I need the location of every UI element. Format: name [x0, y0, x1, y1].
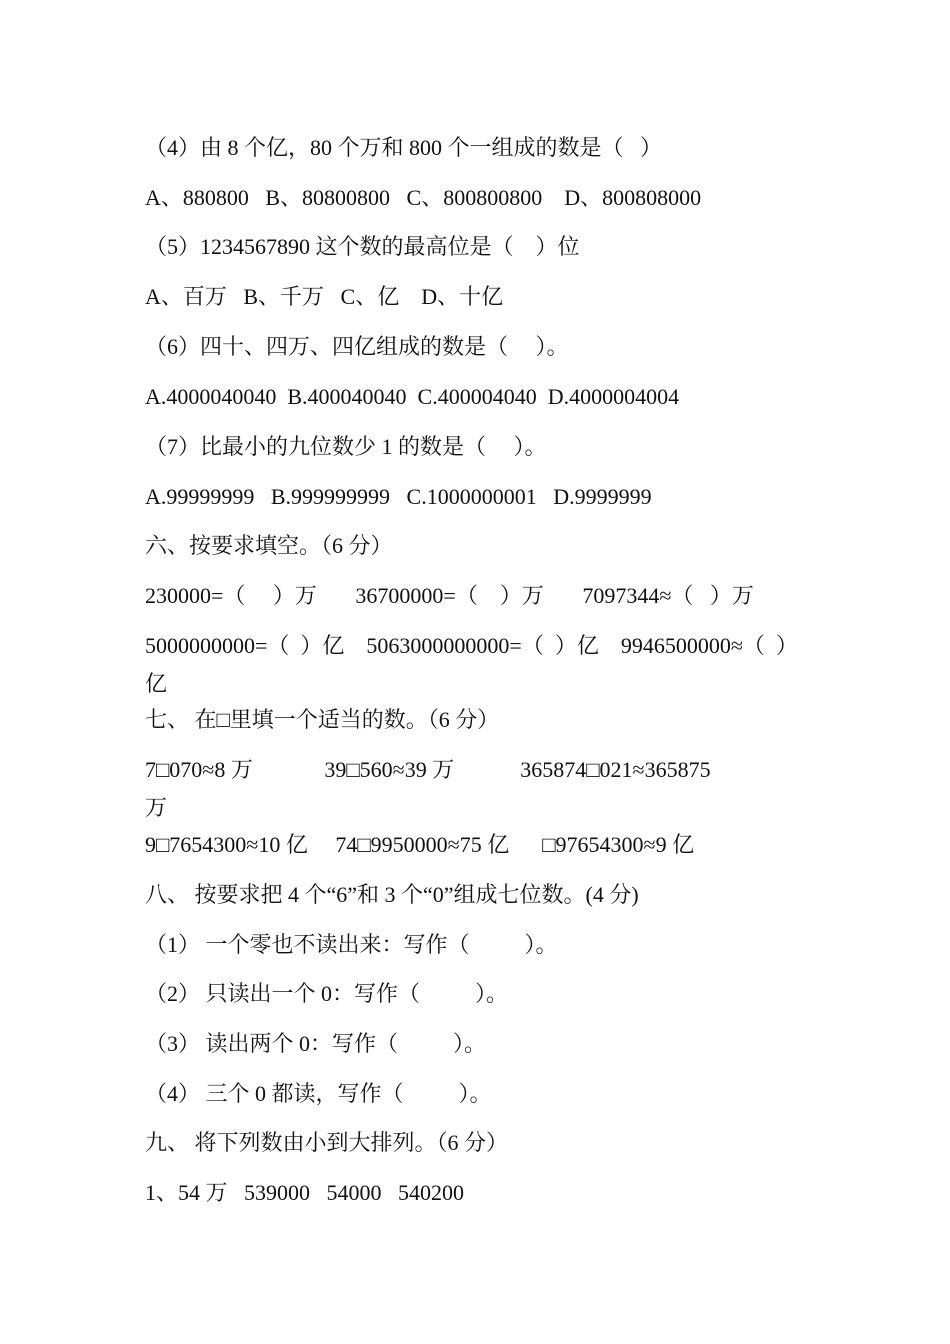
question-4-options: A、880800 B、80800800 C、800800800 D、800808000: [145, 185, 702, 210]
question-6: （6）四十、四万、四亿组成的数是（ ）。: [145, 334, 569, 359]
section-8-item-2: （2） 只读出一个 0：写作（ ）。: [145, 981, 509, 1006]
section-9-item-1: 1、54 万 539000 54000 540200: [145, 1180, 465, 1205]
section-7-row-2: 9□7654300≈10 亿 74□9950000≈75 亿 □97654300≈9 亿: [145, 832, 695, 857]
section-8-item-3: （3） 读出两个 0：写作（ ）。: [145, 1031, 487, 1056]
question-6-options: A.4000040040 B.400040040 C.400004040 D.4000004004: [145, 384, 680, 409]
section-9-heading: 九、 将下列数由小到大排列。（6 分）: [145, 1130, 509, 1155]
section-6-row-2-wrap: 亿: [145, 671, 168, 696]
section-7-row-1: 7□070≈8 万 39□560≈39 万 365874□021≈365875: [145, 757, 711, 782]
section-6-row-2: 5000000000=（ ）亿 5063000000000=（ ）亿 9946500000≈（ ）: [145, 633, 798, 658]
question-5-options: A、百万 B、千万 C、亿 D、十亿: [145, 284, 504, 309]
question-7: （7）比最小的九位数少 1 的数是（ ）。: [145, 434, 547, 459]
section-8-item-1: （1） 一个零也不读出来：写作（ ）。: [145, 932, 558, 957]
section-7-row-1-wrap: 万: [145, 795, 168, 820]
question-5: （5）1234567890 这个数的最高位是（ ）位: [145, 234, 580, 259]
section-8-item-4: （4） 三个 0 都读，写作（ ）。: [145, 1081, 492, 1106]
section-8-heading: 八、 按要求把 4 个“6”和 3 个“0”组成七位数。(4 分): [145, 882, 639, 907]
section-6-row-1: 230000=（ ）万 36700000=（ ）万 7097344≈（ ）万: [145, 583, 754, 608]
section-7-heading: 七、 在□里填一个适当的数。（6 分）: [145, 707, 500, 732]
section-6-heading: 六、按要求填空。（6 分）: [145, 533, 393, 558]
question-7-options: A.99999999 B.999999999 C.1000000001 D.9999999: [145, 484, 652, 509]
question-4: （4）由 8 个亿，80 个万和 800 个一组成的数是（ ）: [145, 135, 663, 160]
